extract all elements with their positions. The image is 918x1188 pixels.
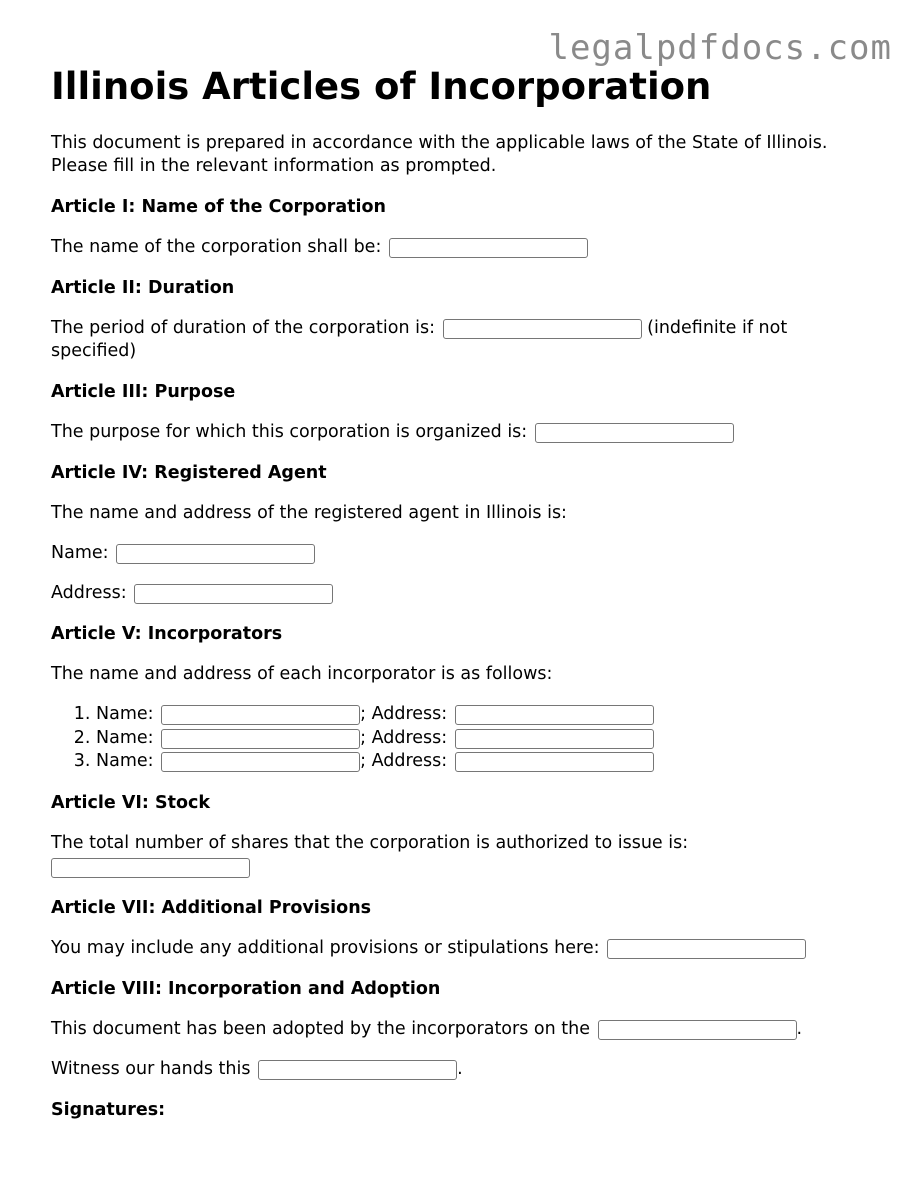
agent-address-line [51,582,866,605]
article-2-text: The period of duration of the corporation is: [51,318,435,338]
article-7-heading: Article VII: Additional Provisions [51,897,372,918]
article-6-text: The total number of shares that the corporation is authorized to issue is: [51,832,689,853]
corporation-name-field[interactable] [389,238,588,258]
article-3-heading: Article III: Purpose [51,382,236,402]
intro-line-1: This document is prepared in accordance with the applicable laws of the State of Illinois. [51,133,828,153]
incorporators-list [51,703,866,774]
article-4-text: The name and address of the registered agent in Illinois is: [51,503,567,523]
incorporator-item-1 [96,703,866,727]
signatures-heading: Signatures: [51,1099,166,1120]
document-page [51,64,866,1122]
additional-provisions-field[interactable] [607,939,806,959]
incorporator-address-label: ; Address: [360,704,448,724]
witness-line [51,1058,866,1081]
agent-name-field[interactable] [116,544,315,564]
adoption-line [51,1018,866,1041]
adoption-date-field[interactable] [598,1020,797,1040]
incorporator-address-label: ; Address: [360,727,448,748]
watermark-logo: legalpdfdocs.com [548,28,892,68]
incorporator-3-name-field[interactable] [161,752,360,772]
incorporator-3-address-field[interactable] [455,752,654,772]
incorporator-1-address-field[interactable] [455,705,654,725]
stock-field-row [51,856,866,879]
incorporator-address-label: ; Address: [360,751,448,771]
article-2-line [51,317,866,363]
authorized-shares-field[interactable] [51,858,250,878]
witness-text: Witness our hands this [51,1058,251,1079]
article-3-line [51,421,866,444]
witness-date-field[interactable] [258,1060,457,1080]
witness-period: . [457,1058,463,1079]
article-1-line [51,236,866,259]
page-title: Illinois Articles of Incorporation [51,65,712,108]
agent-name-line [51,542,866,565]
incorporator-2-address-field[interactable] [455,729,654,749]
intro-paragraph [51,132,866,178]
agent-name-label: Name: [51,543,109,563]
article-2-heading: Article II: Duration [51,278,235,298]
article-3-text: The purpose for which this corporation is organized is: [51,422,528,442]
agent-address-label: Address: [51,583,127,603]
article-1-text: The name of the corporation shall be: [51,237,382,257]
adoption-text: This document has been adopted by the incorporators on the [51,1018,590,1039]
incorporator-2-name-field[interactable] [161,729,360,749]
purpose-field[interactable] [535,423,734,443]
incorporator-name-label: Name: [96,727,154,748]
article-8-heading: Article VIII: Incorporation and Adoption [51,978,441,999]
incorporator-name-label: Name: [96,751,154,771]
article-7-line [51,937,866,960]
incorporator-item-2 [96,727,866,751]
article-5-text: The name and address of each incorporator is as follows: [51,664,553,684]
duration-field[interactable] [443,319,642,339]
incorporator-name-label: Name: [96,704,154,724]
article-2-suffix: (indefinite if not specified) [51,318,788,361]
article-7-text: You may include any additional provisions or stipulations here: [51,937,600,958]
article-6-heading: Article VI: Stock [51,792,211,813]
incorporator-1-name-field[interactable] [161,705,360,725]
adoption-period: . [796,1018,803,1039]
article-5-heading: Article V: Incorporators [51,624,283,644]
intro-line-2: Please fill in the relevant information as prompted. [51,156,497,176]
article-4-heading: Article IV: Registered Agent [51,463,327,483]
article-1-heading: Article I: Name of the Corporation [51,197,386,217]
agent-address-field[interactable] [134,584,333,604]
incorporator-item-3 [96,750,866,774]
